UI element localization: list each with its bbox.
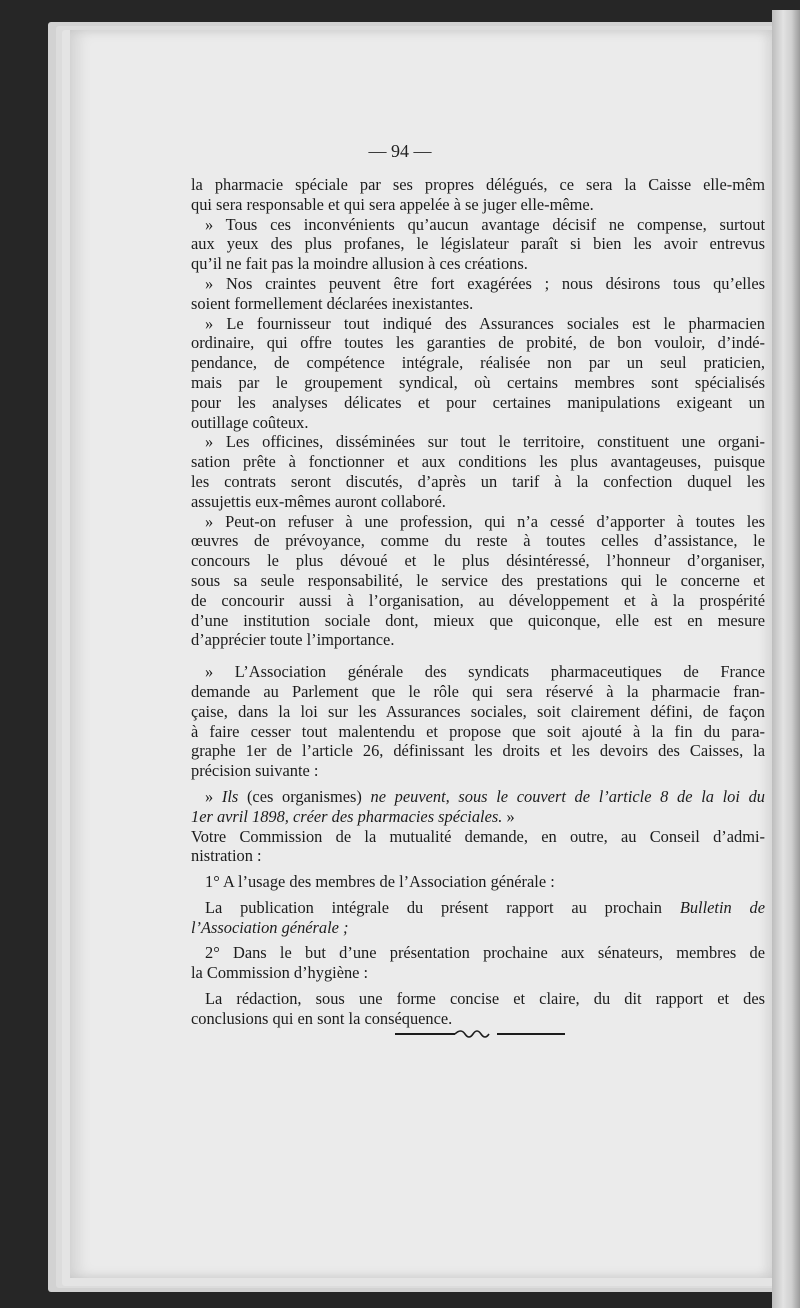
text-line: la pharmacie spéciale par ses propres délégués, ce sera la Caisse elle-mêm	[191, 175, 765, 194]
text-line: » Les officines, disséminées sur tout le territoire, constituent une organi-	[205, 432, 765, 452]
text-line: demande au Parlement que le rôle qui sera réservé à la pharmacie fran-	[191, 681, 765, 701]
binding-edge	[772, 10, 800, 1308]
paragraph-block-2	[191, 662, 765, 781]
text-line: » Nos craintes peuvent être fort exagérées ; nous désirons tous qu’elles	[205, 273, 765, 293]
text-line: nistration :	[191, 846, 262, 866]
text-line: d’apprécier toute l’importance.	[191, 630, 395, 650]
text-line: pour les analyses délicates et pour certaines manipulations exigeant un	[191, 392, 765, 412]
text-line: qui sera responsable et qui sera appelée à se juger elle-même.	[191, 194, 594, 214]
text-line: assujettis eux-mêmes auront collaboré.	[191, 491, 446, 511]
item-2: 2° Dans le but d’une présentation prochaine aux sénateurs, membres de	[205, 943, 765, 963]
text-line: » Le fournisseur tout indiqué des Assurances sociales est le pharmacien	[205, 313, 765, 333]
text-line: Votre Commission de la mutualité demande, en outre, au Conseil d’admi-	[191, 826, 765, 846]
paragraph-block-3	[191, 827, 765, 867]
quote-line-2: 1er avril 1898, créer des pharmacies spéciales. »	[191, 806, 515, 826]
item-2-cont: la Commission d’hygiène :	[191, 963, 369, 983]
text-line: ordinaire, qui offre toutes les garanties de probité, de bon vouloir, d’indé-	[191, 333, 765, 353]
text-line: çaise, dans la loi sur les Assurances sociales, soit clairement défini, de façon	[191, 701, 765, 721]
text-line: graphe 1er de l’article 26, définissant les droits et les devoirs des Caisses, la	[191, 741, 765, 761]
text-line: sous sa seule responsabilité, le service des prestations qui le concerne et	[191, 570, 765, 590]
item-1: 1° A l’usage des membres de l’Association générale :	[205, 872, 555, 892]
redaction-line: La rédaction, sous une forme concise et claire, du dit rapport et des	[205, 989, 765, 1009]
text-line: soient formellement déclarées inexistantes.	[191, 293, 474, 313]
text-line: » L’Association générale des syndicats pharmaceutiques de France	[205, 662, 765, 682]
publication-line-2: l’Association générale ;	[191, 917, 349, 937]
text-line: » Tous ces inconvénients qu’aucun avantage décisif ne compense, surtout	[205, 214, 765, 234]
page-number: — 94 —	[368, 141, 432, 161]
text-line: mais par le groupement syndical, où certains membres sont spécialisés	[191, 372, 765, 392]
text-line: œuvres de prévoyance, comme du reste à toutes celles d’assistance, le	[191, 531, 765, 551]
quote-line-1: » Ils (ces organismes) ne peuvent, sous le couvert de l’article 8 de la loi du	[205, 786, 765, 806]
text-line: pendance, de compétence intégrale, réalisée non par un seul praticien,	[191, 353, 765, 373]
text-line: qu’il ne fait pas la moindre allusion à ces créations.	[191, 254, 528, 274]
text-line: » Peut-on refuser à une profession, qui n’a cessé d’apporter à toutes les	[205, 511, 765, 531]
text-line: aux yeux des plus profanes, le législateur paraît si bien les avoir entrevus	[191, 234, 765, 254]
text-line: les contrats seront discutés, d’après un tarif à la confection duquel les	[191, 471, 765, 491]
text-line: précision suivante :	[191, 761, 319, 781]
text-line: d’une institution sociale dont, mieux que quiconque, elle est en mesure	[191, 610, 765, 630]
text-line: de concourir aussi à l’organisation, au développement et à la prospérité	[191, 590, 765, 610]
body-text	[191, 175, 765, 1029]
paragraph-block-1	[191, 175, 765, 650]
text-line: à faire cesser tout malentendu et propose que soit ajouté à la fin du para-	[191, 721, 765, 741]
text-line: outillage coûteux.	[191, 412, 309, 432]
publication-line: La publication intégrale du présent rapport au prochain Bulletin de	[205, 897, 765, 917]
text-line: concours le plus dévoué et le plus désintéressé, l’honneur d’organiser,	[191, 551, 765, 571]
redaction-line-2: conclusions qui en sont la conséquence.	[191, 1008, 453, 1028]
text-line: sation prête à fonctionner et aux conditions les plus avantageuses, puisque	[191, 452, 765, 472]
end-ornament	[395, 1027, 565, 1041]
